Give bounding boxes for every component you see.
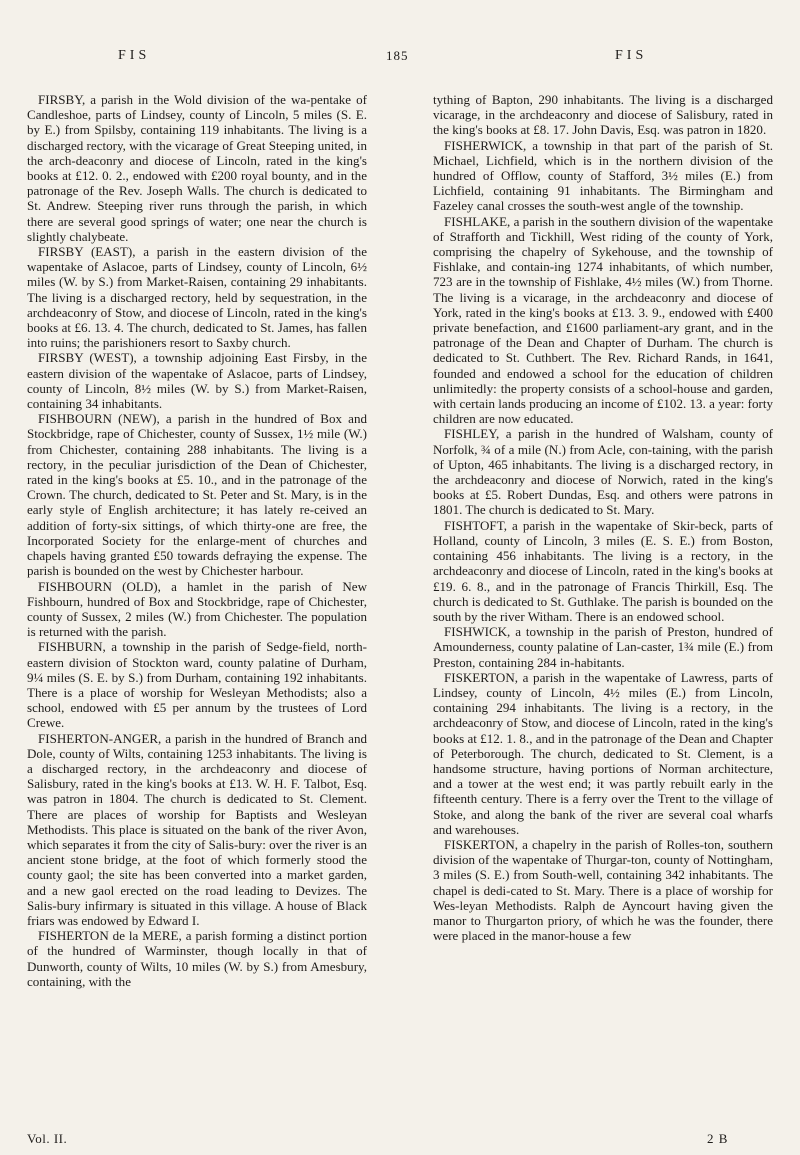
right-column	[433, 92, 773, 943]
volume-label: Vol. II.	[27, 1131, 68, 1146]
entry-firsby: FIRSBY, a parish in the Wold division of the wa-pentake of Candleshoe, parts of Lindsey, county of Lincoln, 5 miles (S. E. by E.) from Spilsby, containing 119 inhabitants. The living is a discharged rectory, with the vicarage of Great Steeping united, in the arch-deaconry and diocese of Lincoln, rated in the king's books at £12. 0. 2., endowed with £200 royal bounty, and in the patronage of the Rev. Joseph Walls. The church is dedicated to St. Andrew. Steeping river runs through the parish, in which there are several good springs of water; one near the church is slightly chalybeate.	[27, 92, 367, 244]
entry-fishbourn-new: FISHBOURN (NEW), a parish in the hundred of Box and Stockbridge, rape of Chichester, county of Sussex, 1½ mile (W.) from Chichester, containing 288 inhabitants. The living is a rectory, in the peculiar jurisdiction of the Dean of Chichester, rated in the king's books at £5. 10., and in the patronage of the Crown. The church, dedicated to St. Peter and St. Mary, is in the early style of English architecture; it has lately re-ceived an addition of forty-six sittings, of which thirty-one are free, the Incorporated Society for the enlarge-ment of churches and chapels having granted £50 towards defraying the expense. The parish is bounded on the west by Chichester harbour.	[27, 411, 367, 579]
entry-fisherton-de-la-mere: FISHERTON de la MERE, a parish forming a distinct portion of the hundred of Warminster, though locally in that of Dunworth, county of Wilts, 10 miles (W. by S.) from Amesbury, containing, with the	[27, 928, 367, 989]
entry-fisherwick: FISHERWICK, a township in that part of the parish of St. Michael, Lichfield, which is in the northern division of the hundred of Offlow, county of Stafford, 3½ miles (E.) from Lichfield, containing 91 inhabitants. The Birmingham and Fazeley canal crosses the south-west angle of the township.	[433, 137, 773, 214]
entry-fishlake: FISHLAKE, a parish in the southern division of the wapentake of Strafforth and Tickhill, West riding of the county of York, comprising the chapelry of Sykehouse, and the township of Fishlake, and contain-ing 1274 inhabitants, of which number, 723 are in the township of Fishlake, 4½ miles (W.) from Thorne. The living is a vicarage, in the archdeaconry and diocese of York, rated in the king's books at £13. 3. 9., endowed with £400 private benefaction, and £1600 parliament-ary grant, and in the patronage of the Dean and Chapter of Durham. The church is dedicated to St. Cuthbert. The Rev. Richard Rands, in 1641, founded and endowed a school for the education of children unlimitedly: the property consists of a school-house and garden, with certain lands producing an income of £102. 13. a year: forty children are now educated.	[433, 213, 774, 427]
signature-mark: 2 B	[707, 1131, 729, 1146]
entry-fishwick: FISHWICK, a township in the parish of Preston, hundred of Amounderness, county palatine of Lan-caster, 1¾ mile (E.) from Preston, containing 284 in-habitants.	[433, 624, 773, 670]
entry-fisherton-anger: FISHERTON-ANGER, a parish in the hundred of Branch and Dole, county of Wilts, containing 1253 inhabitants. The living is a discharged rectory, in the archdeaconry and diocese of Salisbury, rated in the king's books at £13. W. H. F. Talbot, Esq. was patron in 1804. The church is dedicated to St. Clement. There are places of worship for Baptists and Wesleyan Methodists. This place is situated on the bank of the river Avon, which separates it from the city of Salis-bury: over the river is an ancient stone bridge, at the foot of which formerly stood the county gaol; the site has been converted into a market garden, and a new gaol erected on the road leading to Devizes. The Salis-bury infirmary is situated in this village. A house of Black friars was endowed by Edward I.	[27, 730, 367, 928]
left-column	[27, 92, 367, 989]
entry-firsby-west: FIRSBY (WEST), a township adjoining East Firsby, in the eastern division of the wapentake of Aslacoe, parts of Lindsey, county of Lincoln, 8½ miles (W. by S.) from Market-Raisen, containing 34 inhabitants.	[27, 350, 367, 412]
entry-fishburn: FISHBURN, a township in the parish of Sedge-field, north-eastern division of Stockton ward, county palatine of Durham, 9¼ miles (S. E. by S.) from Durham, containing 192 inhabitants. There is a place of worship for Wesleyan Methodists; also a school, endowed with £5 per annum by the trustees of Lord Crewe.	[27, 639, 367, 731]
entry-fishley: FISHLEY, a parish in the hundred of Walsham, county of Norfolk, ¾ of a mile (N.) from Acle, con-taining, with the parish of Upton, 465 inhabitants. The living is a discharged rectory, in the archdeaconry and diocese of Norwich, rated in the king's books at £5. Robert Dundas, Esq. and others were patrons in 1801. The church is dedicated to St. Mary.	[433, 426, 773, 518]
entry-fishtoft: FISHTOFT, a parish in the wapentake of Skir-beck, parts of Holland, county of Lincoln, 3 miles (E. S. E.) from Boston, containing 456 inhabitants. The living is a rectory, in the archdeaconry and diocese of Lincoln, rated in the king's books at £19. 6. 8., and in the patronage of Francis Thirkill, Esq. The church is dedicated to St. Guthlake. The parish is bounded on the south by the river Witham. There is an endowed school.	[433, 517, 773, 624]
entry-firsby-east: FIRSBY (EAST), a parish in the eastern division of the wapentake of Aslacoe, parts of Lindsey, county of Lincoln, 6½ miles (W. by S.) from Market-Raisen, containing 29 inhabitants. The living is a discharged rectory, held by sequestration, in the archdeaconry of Stow, and diocese of Lincoln, rated in the king's books at £6. 13. 4. The church, dedicated to St. James, has fallen into ruins; the parishioners resort to Saxby church.	[27, 244, 367, 351]
entry-fiskerton-parish: FISKERTON, a parish in the wapentake of Lawress, parts of Lindsey, county of Lincoln, 4½ miles (E.) from Lincoln, containing 294 inhabitants. The living is a rectory, in the archdeaconry of Stow, and diocese of Lincoln, rated in the king's books at £12. 1. 8., and in the patronage of the Dean and Chapter of Peterborough. The church, dedicated to St. Clement, is a handsome structure, having portions of Norman architecture, and a tower at the west end; it was partly rebuilt early in the fifteenth century. There is a ferry over the Trent to the village of Stoke, and along the bank of the river are several coal wharfs and warehouses.	[433, 669, 773, 837]
header-right: FIS	[615, 48, 648, 63]
header-left: FIS	[118, 48, 151, 63]
entry-continuation: tything of Bapton, 290 inhabitants. The living is a discharged vicarage, in the archdeaconry and diocese of Salisbury, rated in the king's books at £8. 17. John Davis, Esq. was patron in 1820.	[433, 92, 773, 138]
entry-fiskerton-chapelry: FISKERTON, a chapelry in the parish of Rolles-ton, southern division of the wapentake of Thurgar-ton, county of Nottingham, 3 miles (S. E.) from South-well, containing 342 inhabitants. The chapel is dedi-cated to St. Mary. There is a place of worship for Wes-leyan Methodists. Ralph de Ayncourt having given the manor to Thurgarton priory, of which he was the founder, there were placed in the manor-house a few	[433, 836, 773, 944]
entry-fishbourn-old: FISHBOURN (OLD), a hamlet in the parish of New Fishbourn, hundred of Box and Stockbridge, rape of Chichester, county of Sussex, 2 miles (W.) from Chichester. The population is returned with the parish.	[27, 578, 367, 640]
page-number: 185	[386, 48, 409, 63]
